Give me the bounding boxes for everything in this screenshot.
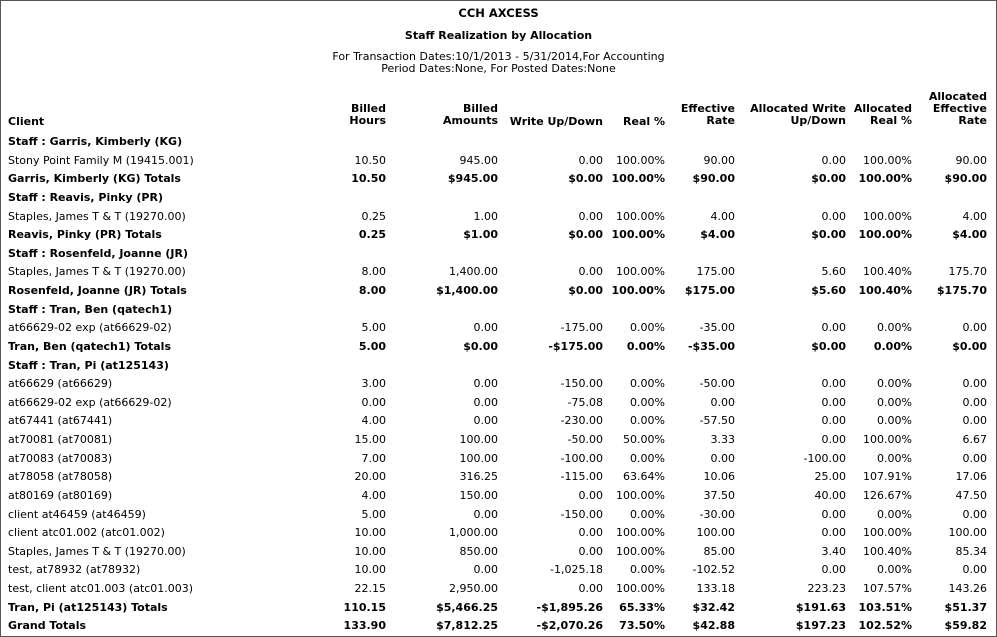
column-header-client: Client bbox=[8, 115, 45, 128]
write-up-down-cell: -115.00 bbox=[560, 470, 603, 484]
client-cell: at70081 (at70081) bbox=[8, 433, 113, 447]
real-percent-cell: 50.00% bbox=[623, 433, 665, 447]
billed-amounts-cell: $1.00 bbox=[463, 228, 498, 242]
billed-amounts-cell: $1,400.00 bbox=[436, 284, 498, 298]
table-row bbox=[1, 563, 996, 581]
effective-rate-cell: 37.50 bbox=[703, 488, 735, 502]
write-up-down-cell: 0.00 bbox=[578, 209, 603, 223]
effective-rate-cell: 90.00 bbox=[703, 153, 735, 167]
allocated-write-up-down-cell: 25.00 bbox=[814, 470, 846, 484]
column-header-allocated-effective-rate-line2: Effective bbox=[932, 102, 987, 115]
real-percent-cell: 0.00% bbox=[630, 377, 665, 391]
staff-group-header bbox=[1, 247, 996, 265]
client-cell: Staples, James T & T (19270.00) bbox=[8, 209, 186, 223]
billed-amounts-cell: 945.00 bbox=[459, 153, 498, 167]
staff-label: Staff : Garris, Kimberly (KG) bbox=[8, 135, 183, 148]
allocated-real-percent-cell: 100.40% bbox=[858, 284, 912, 298]
allocated-write-up-down-cell: $0.00 bbox=[811, 228, 846, 242]
allocated-write-up-down-cell: 223.23 bbox=[807, 582, 846, 596]
allocated-write-up-down-cell: 0.00 bbox=[821, 153, 846, 167]
allocated-real-percent-cell: 107.91% bbox=[863, 470, 912, 484]
table-row bbox=[1, 433, 996, 451]
allocated-effective-rate-cell: $59.82 bbox=[944, 619, 987, 633]
allocated-effective-rate-cell: 0.00 bbox=[962, 321, 987, 335]
client-cell: Tran, Pi (at125143) Totals bbox=[8, 600, 168, 614]
effective-rate-cell: 0.00 bbox=[710, 395, 735, 409]
write-up-down-cell: -175.00 bbox=[560, 321, 603, 335]
client-cell: Stony Point Family M (19415.001) bbox=[8, 153, 194, 167]
write-up-down-cell: 0.00 bbox=[578, 488, 603, 502]
allocated-real-percent-cell: 0.00% bbox=[873, 339, 912, 353]
real-percent-cell: 0.00% bbox=[630, 414, 665, 428]
column-header-allocated-real-percent bbox=[854, 103, 912, 127]
column-header-effective-rate-line1: Effective bbox=[680, 102, 735, 115]
column-header-allocated-effective-rate bbox=[929, 91, 987, 127]
allocated-write-up-down-cell: 0.00 bbox=[821, 433, 846, 447]
allocated-write-up-down-cell: 3.40 bbox=[821, 544, 846, 558]
table-row bbox=[1, 210, 996, 228]
client-cell: at66629 (at66629) bbox=[8, 377, 113, 391]
real-percent-cell: 100.00% bbox=[611, 284, 665, 298]
report-title: CCH AXCESS bbox=[458, 6, 539, 20]
table-row bbox=[1, 265, 996, 283]
table-row bbox=[1, 526, 996, 544]
client-cell: Staples, James T & T (19270.00) bbox=[8, 265, 186, 279]
client-cell: at67441 (at67441) bbox=[8, 414, 113, 428]
allocated-write-up-down-cell: $5.60 bbox=[811, 284, 846, 298]
table-row bbox=[1, 321, 996, 339]
allocated-effective-rate-cell: 0.00 bbox=[962, 451, 987, 465]
allocated-real-percent-cell: 100.00% bbox=[858, 172, 912, 186]
allocated-real-percent-cell: 100.40% bbox=[863, 544, 912, 558]
write-up-down-cell: $0.00 bbox=[568, 172, 603, 186]
allocated-effective-rate-cell: $175.70 bbox=[936, 284, 987, 298]
allocated-real-percent-cell: 102.52% bbox=[858, 619, 912, 633]
write-up-down-cell: -50.00 bbox=[567, 433, 603, 447]
real-percent-cell: 0.00% bbox=[630, 507, 665, 521]
allocated-effective-rate-cell: 4.00 bbox=[962, 209, 987, 223]
allocated-write-up-down-cell: 0.00 bbox=[821, 526, 846, 540]
billed-amounts-cell: 0.00 bbox=[473, 395, 498, 409]
billed-amounts-cell: 100.00 bbox=[459, 451, 498, 465]
client-cell: at78058 (at78058) bbox=[8, 470, 113, 484]
billed-amounts-cell: 150.00 bbox=[459, 488, 498, 502]
column-header-real-percent: Real % bbox=[623, 115, 665, 128]
allocated-write-up-down-cell: 0.00 bbox=[821, 563, 846, 577]
allocated-write-up-down-cell: 40.00 bbox=[814, 488, 846, 502]
billed-hours-cell: 5.00 bbox=[361, 321, 386, 335]
staff-label: Staff : Reavis, Pinky (PR) bbox=[8, 190, 163, 204]
real-percent-cell: 100.00% bbox=[616, 526, 665, 540]
effective-rate-cell: -102.52 bbox=[692, 563, 735, 577]
allocated-effective-rate-cell: 0.00 bbox=[962, 414, 987, 428]
table-row bbox=[1, 489, 996, 507]
billed-hours-cell: 110.15 bbox=[343, 600, 386, 614]
client-cell: Garris, Kimberly (KG) Totals bbox=[8, 172, 181, 186]
allocated-effective-rate-cell: 100.00 bbox=[948, 526, 987, 540]
table-row bbox=[1, 414, 996, 432]
allocated-real-percent-cell: 100.40% bbox=[863, 265, 912, 279]
report-criteria-line-1: For Transaction Dates:10/1/2013 - 5/31/2014,For Accounting bbox=[332, 50, 665, 63]
real-percent-cell: 0.00% bbox=[630, 451, 665, 465]
allocated-effective-rate-cell: 85.34 bbox=[955, 544, 987, 558]
write-up-down-cell: -100.00 bbox=[560, 451, 603, 465]
billed-hours-cell: 0.25 bbox=[358, 228, 386, 242]
billed-hours-cell: 8.00 bbox=[361, 265, 386, 279]
effective-rate-cell: -35.00 bbox=[699, 321, 735, 335]
allocated-effective-rate-cell: 6.67 bbox=[962, 433, 987, 447]
billed-amounts-cell: $945.00 bbox=[447, 172, 498, 186]
real-percent-cell: 100.00% bbox=[616, 544, 665, 558]
write-up-down-cell: $0.00 bbox=[568, 284, 603, 298]
table-row bbox=[1, 545, 996, 563]
real-percent-cell: 100.00% bbox=[616, 153, 665, 167]
allocated-write-up-down-cell: $0.00 bbox=[811, 172, 846, 186]
effective-rate-cell: 85.00 bbox=[703, 544, 735, 558]
billed-hours-cell: 10.50 bbox=[351, 172, 386, 186]
billed-hours-cell: 5.00 bbox=[361, 507, 386, 521]
allocated-write-up-down-cell: $197.23 bbox=[795, 619, 846, 633]
table-row bbox=[1, 154, 996, 172]
billed-hours-cell: 4.00 bbox=[361, 488, 386, 502]
billed-amounts-cell: $0.00 bbox=[463, 339, 498, 353]
real-percent-cell: 100.00% bbox=[611, 228, 665, 242]
write-up-down-cell: $0.00 bbox=[568, 228, 603, 242]
column-header-allocated-write-up-down bbox=[750, 103, 846, 127]
effective-rate-cell: 0.00 bbox=[710, 451, 735, 465]
write-up-down-cell: -230.00 bbox=[560, 414, 603, 428]
staff-totals-row bbox=[1, 601, 996, 619]
allocated-real-percent-cell: 0.00% bbox=[877, 563, 912, 577]
client-cell: at66629-02 exp (at66629-02) bbox=[8, 395, 172, 409]
allocated-real-percent-cell: 0.00% bbox=[877, 414, 912, 428]
billed-hours-cell: 15.00 bbox=[354, 433, 386, 447]
billed-hours-cell: 4.00 bbox=[361, 414, 386, 428]
column-header-allocated-write-line2: Up/Down bbox=[790, 114, 846, 127]
staff-group-header bbox=[1, 135, 996, 153]
allocated-real-percent-cell: 107.57% bbox=[863, 582, 912, 596]
column-header-allocated-write-line1: Allocated Write bbox=[750, 102, 846, 115]
table-row bbox=[1, 470, 996, 488]
allocated-effective-rate-cell: 0.00 bbox=[962, 377, 987, 391]
staff-group-header bbox=[1, 191, 996, 209]
write-up-down-cell: -75.08 bbox=[567, 395, 603, 409]
billed-amounts-cell: 850.00 bbox=[459, 544, 498, 558]
allocated-effective-rate-cell: 90.00 bbox=[955, 153, 987, 167]
staff-totals-row bbox=[1, 340, 996, 358]
billed-hours-cell: 22.15 bbox=[354, 582, 386, 596]
staff-label: Staff : Tran, Ben (qatech1) bbox=[8, 302, 173, 316]
allocated-effective-rate-cell: 47.50 bbox=[955, 488, 987, 502]
allocated-write-up-down-cell: 0.00 bbox=[821, 377, 846, 391]
report-subtitle: Staff Realization by Allocation bbox=[404, 29, 593, 42]
real-percent-cell: 100.00% bbox=[611, 172, 665, 186]
allocated-effective-rate-cell: 0.00 bbox=[962, 563, 987, 577]
write-up-down-cell: 0.00 bbox=[578, 265, 603, 279]
staff-totals-row bbox=[1, 172, 996, 190]
allocated-write-up-down-cell: 0.00 bbox=[821, 507, 846, 521]
effective-rate-cell: $32.42 bbox=[692, 600, 735, 614]
effective-rate-cell: $42.88 bbox=[692, 619, 735, 633]
billed-hours-cell: 7.00 bbox=[361, 451, 386, 465]
column-header-billed-hours bbox=[349, 103, 386, 127]
write-up-down-cell: 0.00 bbox=[578, 582, 603, 596]
billed-amounts-cell: 0.00 bbox=[473, 563, 498, 577]
allocated-real-percent-cell: 0.00% bbox=[877, 377, 912, 391]
real-percent-cell: 0.00% bbox=[630, 321, 665, 335]
real-percent-cell: 0.00% bbox=[630, 563, 665, 577]
billed-amounts-cell: 0.00 bbox=[473, 414, 498, 428]
real-percent-cell: 0.00% bbox=[630, 395, 665, 409]
report-criteria-line-2: Period Dates:None, For Posted Dates:None bbox=[381, 62, 616, 75]
allocated-effective-rate-cell: 0.00 bbox=[962, 507, 987, 521]
allocated-real-percent-cell: 100.00% bbox=[863, 433, 912, 447]
write-up-down-cell: -150.00 bbox=[560, 507, 603, 521]
effective-rate-cell: -57.50 bbox=[699, 414, 735, 428]
effective-rate-cell: 133.18 bbox=[696, 582, 735, 596]
allocated-real-percent-cell: 0.00% bbox=[877, 395, 912, 409]
effective-rate-cell: $4.00 bbox=[700, 228, 735, 242]
billed-hours-cell: 133.90 bbox=[343, 619, 386, 633]
column-header-allocated-real-line2: Real % bbox=[870, 114, 912, 127]
client-cell: test, client atc01.003 (atc01.003) bbox=[8, 582, 194, 596]
table-row bbox=[1, 377, 996, 395]
allocated-effective-rate-cell: $51.37 bbox=[944, 600, 987, 614]
real-percent-cell: 65.33% bbox=[619, 600, 665, 614]
write-up-down-cell: 0.00 bbox=[578, 153, 603, 167]
billed-amounts-cell: $7,812.25 bbox=[436, 619, 498, 633]
table-row bbox=[1, 452, 996, 470]
billed-amounts-cell: 0.00 bbox=[473, 321, 498, 335]
write-up-down-cell: -150.00 bbox=[560, 377, 603, 391]
client-cell: client at46459 (at46459) bbox=[8, 507, 146, 521]
real-percent-cell: 100.00% bbox=[616, 582, 665, 596]
billed-hours-cell: 20.00 bbox=[354, 470, 386, 484]
allocated-write-up-down-cell: -100.00 bbox=[803, 451, 846, 465]
write-up-down-cell: -$1,895.26 bbox=[536, 600, 603, 614]
column-header-allocated-effective-rate-line3: Rate bbox=[958, 114, 987, 127]
client-cell: Grand Totals bbox=[8, 619, 87, 633]
allocated-real-percent-cell: 0.00% bbox=[877, 507, 912, 521]
billed-hours-cell: 0.00 bbox=[361, 395, 386, 409]
billed-amounts-cell: 2,950.00 bbox=[449, 582, 498, 596]
effective-rate-cell: 100.00 bbox=[696, 526, 735, 540]
effective-rate-cell: $175.00 bbox=[684, 284, 735, 298]
billed-hours-cell: 5.00 bbox=[358, 339, 386, 353]
staff-group-header bbox=[1, 303, 996, 321]
real-percent-cell: 0.00% bbox=[626, 339, 665, 353]
client-cell: client atc01.002 (atc01.002) bbox=[8, 526, 165, 540]
allocated-effective-rate-cell: 143.26 bbox=[948, 582, 987, 596]
billed-amounts-cell: 1,000.00 bbox=[449, 526, 498, 540]
column-header-write-up-down: Write Up/Down bbox=[509, 115, 603, 128]
allocated-real-percent-cell: 0.00% bbox=[877, 451, 912, 465]
real-percent-cell: 100.00% bbox=[616, 488, 665, 502]
real-percent-cell: 63.64% bbox=[623, 470, 665, 484]
billed-amounts-cell: 0.00 bbox=[473, 377, 498, 391]
billed-hours-cell: 8.00 bbox=[358, 284, 386, 298]
table-row bbox=[1, 396, 996, 414]
effective-rate-cell: -$35.00 bbox=[687, 339, 735, 353]
real-percent-cell: 100.00% bbox=[616, 265, 665, 279]
allocated-effective-rate-cell: $0.00 bbox=[952, 339, 987, 353]
allocated-real-percent-cell: 0.00% bbox=[877, 321, 912, 335]
client-cell: at70083 (at70083) bbox=[8, 451, 113, 465]
allocated-real-percent-cell: 100.00% bbox=[863, 209, 912, 223]
staff-totals-row bbox=[1, 284, 996, 302]
billed-hours-cell: 10.50 bbox=[354, 153, 386, 167]
write-up-down-cell: 0.00 bbox=[578, 544, 603, 558]
billed-amounts-cell: $5,466.25 bbox=[436, 600, 498, 614]
write-up-down-cell: 0.00 bbox=[578, 526, 603, 540]
client-cell: test, at78932 (at78932) bbox=[8, 563, 141, 577]
column-header-allocated-real-line1: Allocated bbox=[853, 102, 912, 115]
billed-amounts-cell: 0.00 bbox=[473, 507, 498, 521]
client-cell: Staples, James T & T (19270.00) bbox=[8, 544, 186, 558]
client-cell: Tran, Ben (qatech1) Totals bbox=[8, 339, 171, 353]
column-header-allocated-effective-rate-line1: Allocated bbox=[928, 90, 987, 103]
staff-label: Staff : Tran, Pi (at125143) bbox=[8, 358, 169, 372]
staff-group-header bbox=[1, 359, 996, 377]
allocated-write-up-down-cell: 0.00 bbox=[821, 395, 846, 409]
billed-hours-cell: 10.00 bbox=[354, 544, 386, 558]
column-header-billed-hours-line1: Billed bbox=[350, 102, 386, 115]
client-cell: Reavis, Pinky (PR) Totals bbox=[8, 228, 162, 242]
effective-rate-cell: 3.33 bbox=[710, 433, 735, 447]
allocated-effective-rate-cell: $4.00 bbox=[952, 228, 987, 242]
allocated-real-percent-cell: 126.67% bbox=[863, 488, 912, 502]
billed-hours-cell: 3.00 bbox=[361, 377, 386, 391]
write-up-down-cell: -1,025.18 bbox=[550, 563, 603, 577]
column-header-billed-amounts bbox=[443, 103, 498, 127]
column-header-billed-amounts-line1: Billed bbox=[462, 102, 498, 115]
real-percent-cell: 100.00% bbox=[616, 209, 665, 223]
table-row bbox=[1, 508, 996, 526]
real-percent-cell: 73.50% bbox=[619, 619, 665, 633]
client-cell: at66629-02 exp (at66629-02) bbox=[8, 321, 172, 335]
write-up-down-cell: -$175.00 bbox=[548, 339, 603, 353]
allocated-real-percent-cell: 100.00% bbox=[863, 526, 912, 540]
allocated-write-up-down-cell: 0.00 bbox=[821, 209, 846, 223]
column-header-billed-hours-line2: Hours bbox=[349, 114, 386, 127]
effective-rate-cell: -30.00 bbox=[699, 507, 735, 521]
allocated-effective-rate-cell: 175.70 bbox=[948, 265, 987, 279]
effective-rate-cell: 4.00 bbox=[710, 209, 735, 223]
allocated-effective-rate-cell: 17.06 bbox=[955, 470, 987, 484]
billed-hours-cell: 0.25 bbox=[361, 209, 386, 223]
allocated-write-up-down-cell: 5.60 bbox=[821, 265, 846, 279]
effective-rate-cell: -50.00 bbox=[699, 377, 735, 391]
allocated-real-percent-cell: 100.00% bbox=[863, 153, 912, 167]
allocated-real-percent-cell: 100.00% bbox=[858, 228, 912, 242]
billed-amounts-cell: 100.00 bbox=[459, 433, 498, 447]
billed-amounts-cell: 1.00 bbox=[473, 209, 498, 223]
allocated-write-up-down-cell: 0.00 bbox=[821, 321, 846, 335]
allocated-effective-rate-cell: 0.00 bbox=[962, 395, 987, 409]
grand-totals-row bbox=[1, 619, 996, 637]
allocated-write-up-down-cell: 0.00 bbox=[821, 414, 846, 428]
allocated-real-percent-cell: 103.51% bbox=[858, 600, 912, 614]
staff-totals-row bbox=[1, 228, 996, 246]
effective-rate-cell: $90.00 bbox=[692, 172, 735, 186]
effective-rate-cell: 10.06 bbox=[703, 470, 735, 484]
client-cell: Rosenfeld, Joanne (JR) Totals bbox=[8, 284, 187, 298]
write-up-down-cell: -$2,070.26 bbox=[536, 619, 603, 633]
allocated-write-up-down-cell: $0.00 bbox=[811, 339, 846, 353]
table-row bbox=[1, 582, 996, 600]
effective-rate-cell: 175.00 bbox=[696, 265, 735, 279]
billed-amounts-cell: 316.25 bbox=[459, 470, 498, 484]
column-header-billed-amounts-line2: Amounts bbox=[443, 114, 498, 127]
billed-hours-cell: 10.00 bbox=[354, 526, 386, 540]
allocated-write-up-down-cell: $191.63 bbox=[795, 600, 846, 614]
column-header-effective-rate bbox=[681, 103, 735, 127]
allocated-effective-rate-cell: $90.00 bbox=[944, 172, 987, 186]
client-cell: at80169 (at80169) bbox=[8, 488, 113, 502]
column-header-effective-rate-line2: Rate bbox=[706, 114, 735, 127]
staff-label: Staff : Rosenfeld, Joanne (JR) bbox=[8, 246, 188, 260]
billed-amounts-cell: 1,400.00 bbox=[449, 265, 498, 279]
billed-hours-cell: 10.00 bbox=[354, 563, 386, 577]
